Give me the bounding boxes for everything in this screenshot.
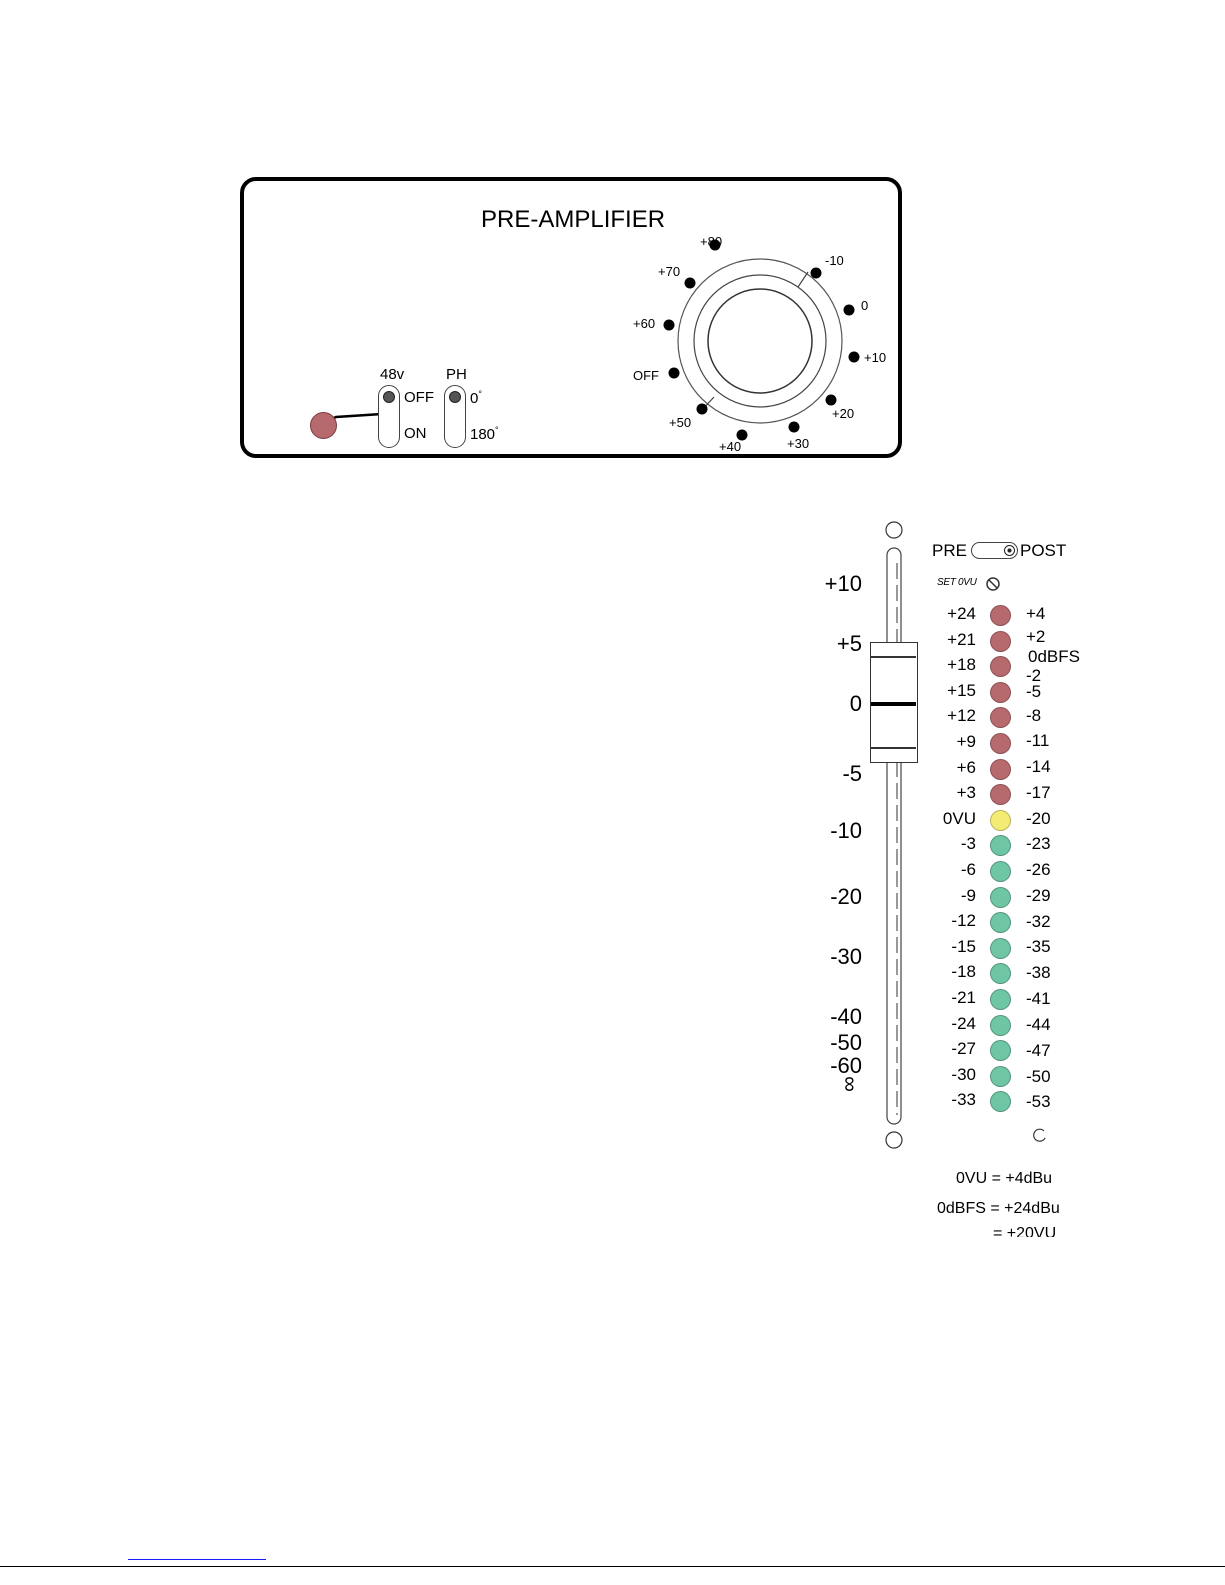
fader-scale-label: -40 <box>830 1004 862 1029</box>
meter-led <box>990 1040 1011 1061</box>
dbfs-label: -29 <box>1026 886 1051 905</box>
meter-led <box>990 759 1011 780</box>
set-0vu-trim-icon[interactable] <box>985 576 1001 592</box>
fader-scale-label: -60 <box>830 1053 862 1078</box>
dbfs-label: +2 <box>1026 627 1046 646</box>
phantom-switch-knob <box>383 391 395 403</box>
pre-label: PRE <box>932 541 967 560</box>
vu-label: -3 <box>960 834 976 853</box>
dbfs-label: -38 <box>1026 963 1051 982</box>
meter-led <box>990 631 1011 652</box>
note-20vu-clip <box>990 1226 1070 1237</box>
meter-led <box>990 1066 1011 1087</box>
fader-cap-line <box>871 747 916 749</box>
fader-cap[interactable] <box>870 642 918 763</box>
fader-scale-label: -5 <box>842 761 862 786</box>
dial-label: +50 <box>669 415 692 430</box>
meter-led <box>990 835 1011 856</box>
vu-label: +15 <box>947 681 976 700</box>
dial-dot <box>669 368 680 379</box>
dial-dot <box>697 404 708 415</box>
phase-0-label: 0° <box>470 389 482 407</box>
footer-rule <box>0 1566 1225 1567</box>
meter-led <box>990 938 1011 959</box>
dbfs-label: -8 <box>1026 706 1042 725</box>
phantom-off-label: OFF <box>404 389 434 406</box>
post-label: POST <box>1020 541 1067 560</box>
vu-label: -21 <box>951 988 976 1007</box>
gain-dial-ring <box>694 275 826 407</box>
phantom-on-label: ON <box>404 425 427 442</box>
fader-cap-line <box>871 656 916 658</box>
gain-dial[interactable] <box>610 225 900 465</box>
phase-label: PH <box>446 366 467 383</box>
dial-label: +30 <box>787 436 810 451</box>
vu-label: +6 <box>956 758 976 777</box>
meter-led <box>990 784 1011 805</box>
note-0vu: 0VU = +4dBu <box>956 1170 1053 1187</box>
fader-screw-bottom <box>886 1132 902 1148</box>
fader-scale-label: +10 <box>824 571 862 596</box>
fader-cap-center-line <box>871 702 916 706</box>
dial-label: +20 <box>832 406 855 421</box>
dial-dot <box>664 320 675 331</box>
dial-label: +40 <box>719 439 742 454</box>
vu-label: -15 <box>951 937 976 956</box>
odbfs-marker: 0dBFS <box>1028 647 1080 666</box>
dbfs-label: -23 <box>1026 834 1051 853</box>
dbfs-label: -5 <box>1026 682 1042 701</box>
vu-label: -12 <box>951 911 976 930</box>
dial-label: OFF <box>633 368 659 383</box>
set-0vu-label: SET 0VU <box>937 577 977 588</box>
meter-led <box>990 861 1011 882</box>
gain-dial-knob <box>708 289 812 393</box>
vu-label: +18 <box>947 655 976 674</box>
fader-scale-label: -10 <box>830 818 862 843</box>
pre-post-switch-knob <box>1004 545 1015 556</box>
vu-label: +24 <box>947 604 976 623</box>
meter-led <box>990 682 1011 703</box>
fader-slot <box>887 548 901 1124</box>
meter-led <box>990 605 1011 626</box>
meter-led <box>990 656 1011 677</box>
dial-label: -10 <box>825 253 844 268</box>
dial-dot <box>844 305 855 316</box>
fader-scale-label: -30 <box>830 944 862 969</box>
phase-180-label: 180° <box>470 425 499 443</box>
dbfs-label: -2 <box>1026 666 1042 685</box>
dial-label: +70 <box>658 264 681 279</box>
dbfs-label: -41 <box>1026 989 1051 1008</box>
dbfs-label: -50 <box>1026 1067 1051 1086</box>
gain-dial-outer-ring <box>678 259 842 423</box>
vu-label: -24 <box>951 1014 976 1033</box>
meter-screw-icon <box>1032 1127 1048 1143</box>
dbfs-label: -32 <box>1026 912 1051 931</box>
vu-label: +21 <box>947 630 976 649</box>
phantom-label: 48v <box>380 366 405 383</box>
meter-led <box>990 1015 1011 1036</box>
dial-label: +60 <box>633 316 656 331</box>
dbfs-label: -11 <box>1026 731 1050 750</box>
meter-led <box>990 912 1011 933</box>
dial-dot <box>849 352 860 363</box>
gain-dial-pointer-top <box>798 272 808 287</box>
vu-label: -6 <box>960 860 976 879</box>
fader-scale-label: -50 <box>830 1030 862 1055</box>
vu-label: +9 <box>956 732 976 751</box>
meter-led <box>990 733 1011 754</box>
dial-label: +10 <box>864 350 887 365</box>
dbfs-label: -53 <box>1026 1092 1051 1111</box>
dial-dot <box>789 422 800 433</box>
fader-scale-label: 0 <box>849 691 862 716</box>
vu-label: -33 <box>951 1090 976 1109</box>
dial-label: +80 <box>700 234 723 249</box>
vu-label: +12 <box>947 706 976 725</box>
meter-led <box>990 989 1011 1010</box>
fader-scale-label: ∞ <box>838 1076 864 1092</box>
dbfs-label: -47 <box>1026 1041 1051 1060</box>
preamp-title: PRE-AMPLIFIER <box>481 206 666 233</box>
dial-dot <box>685 278 696 289</box>
dial-label: 0 <box>861 298 869 313</box>
phantom-switch[interactable] <box>378 385 400 448</box>
note-20vu: = +20VU <box>993 1226 1057 1237</box>
dbfs-label: -26 <box>1026 860 1051 879</box>
meter-led <box>990 1091 1011 1112</box>
vu-label: -30 <box>951 1065 976 1084</box>
dbfs-label: -35 <box>1026 937 1051 956</box>
vu-label: -27 <box>951 1039 976 1058</box>
dbfs-label: -14 <box>1026 757 1051 776</box>
phase-switch-knob <box>449 391 461 403</box>
footer-link-underline <box>128 1559 266 1560</box>
vu-label: -18 <box>951 962 976 981</box>
dbfs-label: -20 <box>1026 809 1051 828</box>
meter-led <box>990 810 1011 831</box>
dial-dot <box>826 395 837 406</box>
input-led <box>310 412 337 439</box>
note-0dbfs: 0dBFS = +24dBu <box>937 1200 1060 1217</box>
pre-post-switch[interactable] <box>971 542 1018 559</box>
phase-switch[interactable] <box>444 385 466 448</box>
meter-led <box>990 887 1011 908</box>
dbfs-label: +4 <box>1026 604 1046 623</box>
vu-label: -9 <box>960 886 976 905</box>
fader-scale-label: -20 <box>830 884 862 909</box>
dial-dot <box>811 268 822 279</box>
fader-screw-top <box>886 522 902 538</box>
dbfs-label: -44 <box>1026 1015 1051 1034</box>
vu-label: 0VU <box>942 809 976 828</box>
dbfs-label: -17 <box>1026 783 1051 802</box>
meter-led <box>990 963 1011 984</box>
meter-led <box>990 707 1011 728</box>
vu-label: +3 <box>956 783 976 802</box>
fader-scale-label: +5 <box>836 631 862 656</box>
fader-track[interactable] <box>870 515 920 1155</box>
